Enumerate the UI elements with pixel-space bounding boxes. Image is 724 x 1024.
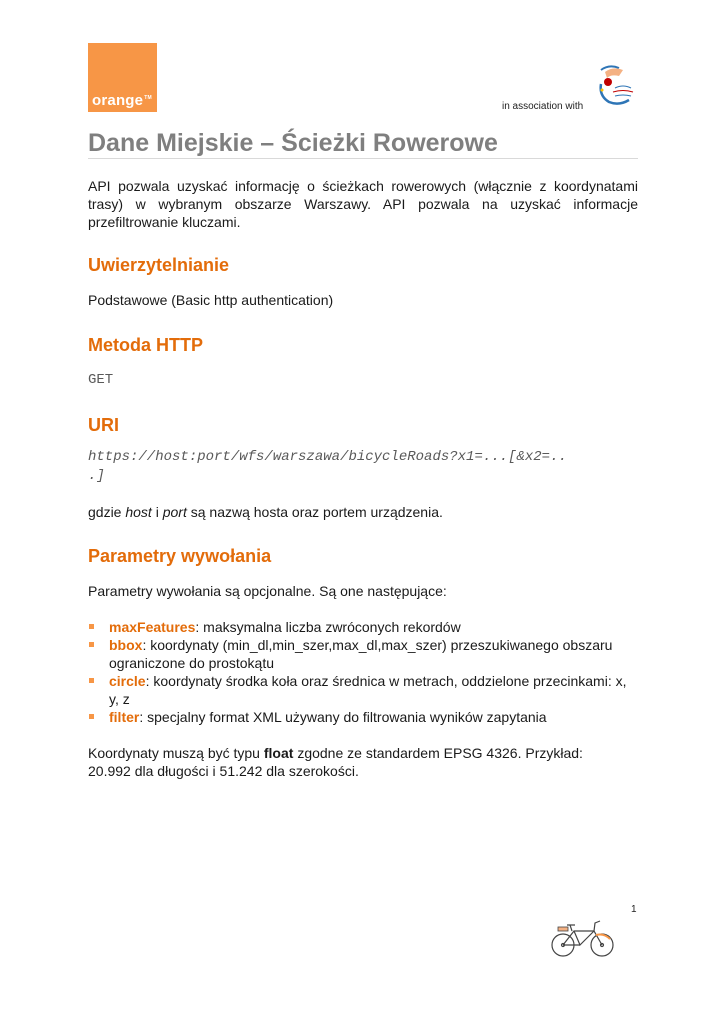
orange-logo [88,43,157,112]
list-item: bbox: koordynaty (min_dl,min_szer,max_dl,max_szer) przeszukiwanego obszaru ograniczone do prostokątu [88,636,638,672]
params-list [88,618,638,726]
title-divider [88,158,638,159]
orange-logo-text: orange™ [92,92,152,109]
bullet-icon [89,642,94,647]
port-term: port [162,504,187,520]
bicycle-icon [550,915,616,959]
bullet-icon [89,624,94,629]
float-term: float [263,745,294,761]
uri-heading: URI [88,415,119,435]
host-term: host [125,504,152,520]
uri-line-2: .] [88,468,105,484]
method-heading: Metoda HTTP [88,335,203,355]
bullet-icon [89,678,94,683]
document-title: Dane Miejskie – Ścieżki Rowerowe [88,129,498,157]
intro-paragraph: API pozwala uzyskać informację o ścieżkach rowerowych (włącznie z koordynatami trasy) w wybranym obszarze Warszawy. API pozwala na uzyskać informacje przefiltrowanie kluczami. [88,178,638,230]
uri-block [88,448,638,486]
uri-note: gdzie host i port są nazwą hosta oraz portem urządzenia. [88,504,443,520]
partner-logo-icon [595,62,639,106]
bullet-icon [89,714,94,719]
coords-paragraph: Koordynaty muszą być typu float zgodne ze standardem EPSG 4326. Przykład: 20.992 dla długości i 51.242 dla szerokości. [88,745,583,779]
association-text: in association with [502,101,584,112]
method-text: GET [88,372,114,388]
list-item: filter: specjalny format XML używany do filtrowania wyników zapytania [88,708,638,726]
params-heading: Parametry wywołania [88,546,272,566]
list-item: maxFeatures: maksymalna liczba zwróconych rekordów [88,618,638,636]
uri-line-1: https://host:port/wfs/warszawa/bicycleRoads?x1=...[&x2=.. [88,449,567,465]
list-item: circle: koordynaty środka koła oraz średnica w metrach, oddzielone przecinkami: x, y, z [88,672,638,708]
page-number: 1 [631,904,637,915]
auth-heading: Uwierzytelnianie [88,255,230,275]
auth-text: Podstawowe (Basic http authentication) [88,292,334,308]
params-intro: Parametry wywołania są opcjonalne. Są one następujące: [88,583,447,599]
document-body [88,177,638,780]
